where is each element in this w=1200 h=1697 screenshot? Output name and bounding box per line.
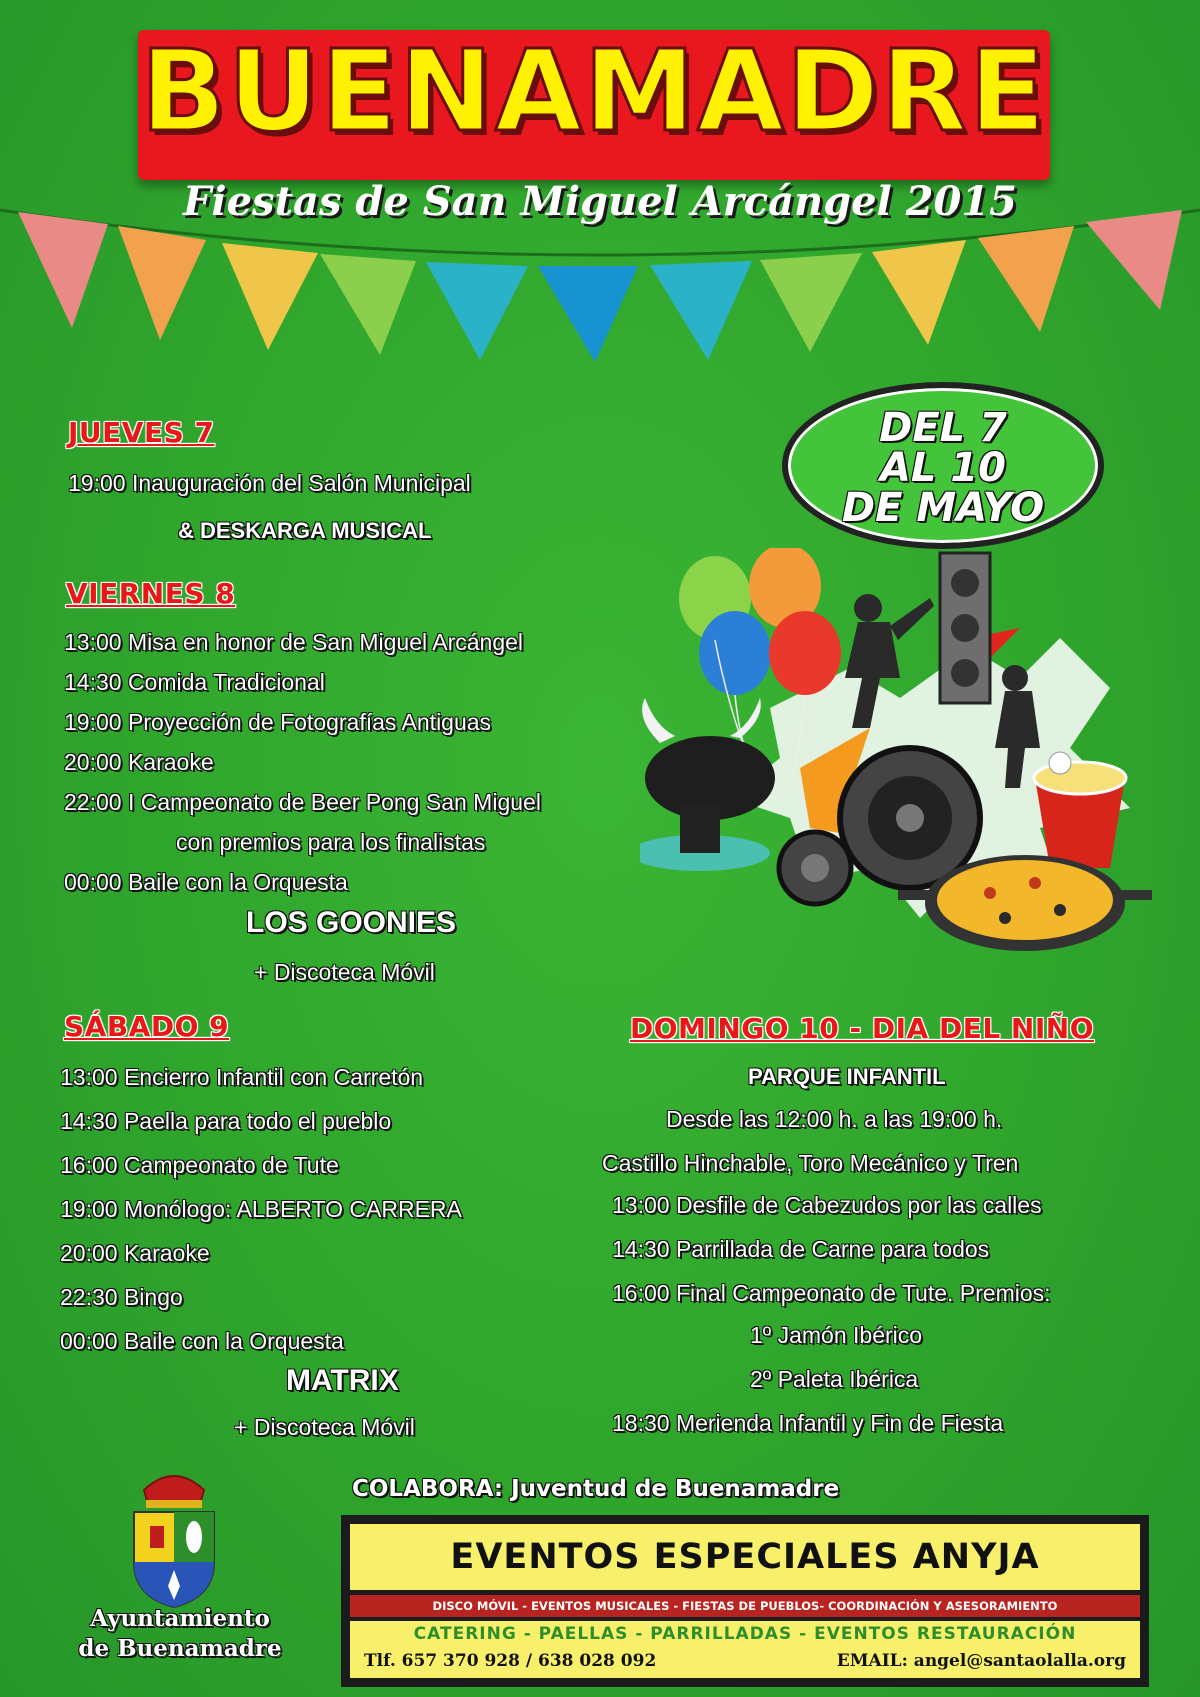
bunting-flag [872,240,966,345]
event-line: 20:00 Karaoke [60,1240,210,1266]
event-line: Desde las 12:00 h. a las 19:00 h. [666,1106,1003,1132]
event-line: + Discoteca Móvil [254,959,435,985]
heading-sunday: DOMINGO 10 - DIA DEL NIÑO [630,1012,1094,1045]
event-line: 13:00 Encierro Infantil con Carretón [60,1064,424,1090]
sponsor-email: EMAIL: angel@santaolalla.org [836,1651,1126,1671]
sponsor-contact-panel [350,1621,1140,1678]
bunting-flag [978,226,1074,332]
event-line: 16:00 Final Campeonato de Tute. Premios: [612,1280,1051,1306]
event-line: 22:00 I Campeonato de Beer Pong San Miguel [64,789,541,815]
event-line: 14:30 Paella para todo el pueblo [60,1108,392,1134]
event-line: 16:00 Campeonato de Tute [60,1152,339,1178]
sponsor-services-band: DISCO MÓVIL - EVENTOS MUSICALES - FIESTAS DE PUEBLOS- COORDINACIÓN Y ASESORAMIENTO [350,1595,1140,1617]
heading-friday: VIERNES 8 [66,577,236,610]
event-line: 14:30 Comida Tradicional [64,669,325,695]
event-line: 20:00 Karaoke [64,749,214,775]
event-line: 22:30 Bingo [60,1284,183,1310]
event-line: 00:00 Baile con la Orquesta [64,869,348,895]
event-line: con premios para los finalistas [176,829,486,855]
heading-thursday: JUEVES 7 [68,416,215,449]
sponsor-services: CATERING - PAELLAS - PARRILLADAS - EVENTOS RESTAURACIÓN [413,1624,1077,1644]
sponsor-ad [341,1515,1149,1687]
sponsor-title: EVENTOS ESPECIALES ANYJA [450,1537,1040,1577]
dates-badge [782,382,1104,549]
sponsor-phone: Tlf. 657 370 928 / 638 028 092 [364,1651,657,1671]
band-name: LOS GOONIES [246,906,457,939]
beer-pong-cup-icon [1034,752,1126,868]
dates-line-3: DE MAYO [841,485,1045,531]
event-line: 19:00 Monólogo: ALBERTO CARRERA [60,1196,462,1222]
bunting-flag [426,262,528,360]
poster-subtitle: Fiestas de San Miguel Arcángel 2015 [183,178,1017,225]
event-line: 1º Jamón Ibérico [750,1322,923,1348]
event-line: Castillo Hinchable, Toro Mecánico y Tren [602,1150,1019,1176]
council-line-2: de Buenamadre [78,1635,282,1662]
council-name [60,1604,300,1664]
bunting-flag [538,266,638,362]
bull-icon [640,698,775,871]
event-line: 13:00 Misa en honor de San Miguel Arcángel [64,629,524,655]
poster-title: BUENAMADRE [140,27,1048,157]
bunting-flag [760,253,862,352]
band-name: MATRIX [286,1364,399,1397]
event-line: PARQUE INFANTIL [748,1064,946,1089]
bunting-flag [222,243,318,350]
dates-line-1: DEL 7 [879,405,1007,451]
event-line: 19:00 Inauguración del Salón Municipal [68,470,471,496]
event-line: 00:00 Baile con la Orquesta [60,1328,344,1354]
event-line: 19:00 Proyección de Fotografías Antiguas [64,709,492,735]
event-line: + Discoteca Móvil [234,1414,415,1440]
event-line: 18:30 Merienda Infantil y Fin de Fiesta [612,1410,1004,1436]
event-line: 13:00 Desfile de Cabezudos por las calles [612,1192,1042,1218]
event-line: 14:30 Parrillada de Carne para todos [612,1236,990,1262]
bunting-flag [1086,210,1182,310]
bunting-flag [650,261,752,360]
dates-line-2: AL 10 [879,445,1007,491]
council-line-1: Ayuntamiento [90,1605,270,1632]
bunting-flag [118,226,206,340]
collaborator-credit: COLABORA: Juventud de Buenamadre [352,1476,840,1502]
coat-of-arms-icon [124,1462,224,1612]
bunting-flag [18,212,108,328]
event-line: & DESKARGA MUSICAL [178,518,432,543]
bunting-flag [320,254,416,355]
sponsor-title-panel [350,1524,1140,1590]
event-line: 2º Paleta Ibérica [750,1366,919,1392]
heading-saturday: SÁBADO 9 [64,1010,230,1043]
party-illustration [640,548,1160,968]
